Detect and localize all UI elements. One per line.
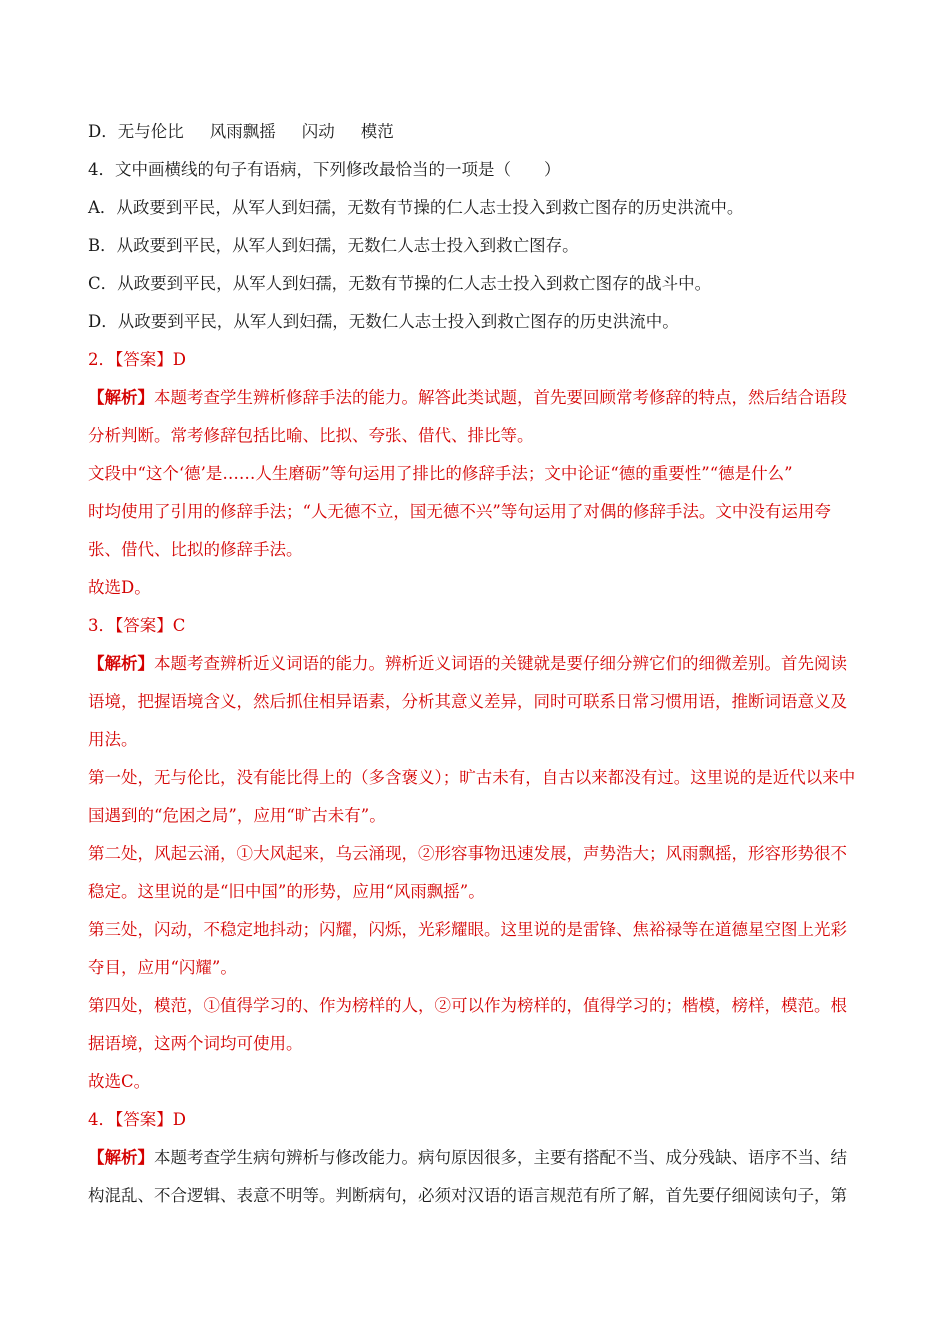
q3-option-d-word-4: 模范 [360,122,394,141]
answer-3-analysis-line-7: 稳定。这里说的是“旧中国”的形势，应用“风雨飘摇”。 [88,882,485,901]
answer-4-analysis-tag: 【解析】 [88,1148,154,1167]
answer-3-analysis-line-11: 据语境，这两个词均可使用。 [88,1034,303,1053]
answer-3-conclusion: 故选C。 [88,1072,151,1091]
answer-3-analysis-line-2: 语境，把握语境含义，然后抓住相异语素，分析其意义差异，同时可联系日常习惯用语，推断词语意义及 [88,692,847,711]
answer-2-label: 2．【答案】D [88,350,186,369]
answer-2-analysis-line-2: 分析判断。常考修辞包括比喻、比拟、夸张、借代、排比等。 [88,426,534,445]
answer-2-analysis-tag: 【解析】 [88,388,154,407]
answer-2-analysis-line-1 [88,387,880,409]
answer-3-analysis-line-10: 第四处，模范，①值得学习的、作为榜样的人，②可以作为榜样的，值得学习的；楷模，榜样，模范。根 [88,996,847,1015]
answer-3-analysis-line-8: 第三处，闪动，不稳定地抖动；闪耀，闪烁，光彩耀眼。这里说的是雷锋、焦裕禄等在道德星空图上光彩 [88,920,847,939]
answer-3-analysis-line-5: 国遇到的“危困之局”，应用“旷古未有”。 [88,806,386,825]
q4-option-d: D．从政要到平民，从军人到妇孺，无数仁人志士投入到救亡图存的历史洪流中。 [88,312,679,331]
answer-4-label: 4．【答案】D [88,1110,186,1129]
q3-option-d-prefix: D． [88,122,118,141]
q4-option-c: C．从政要到平民，从军人到妇孺，无数有节操的仁人志士投入到救亡图存的战斗中。 [88,274,712,293]
answer-3-analysis-text: 本题考查辨析近义词语的能力。辨析近义词语的关键就是要仔细分辨它们的细微差别。首先阅读 [154,654,847,673]
q4-stem: 4．文中画横线的句子有语病，下列修改最恰当的一项是（ ） [88,160,561,179]
answer-3-analysis-line-3: 用法。 [88,730,138,749]
q4-option-a: A．从政要到平民，从军人到妇孺，无数有节操的仁人志士投入到救亡图存的历史洪流中。 [88,198,744,217]
q3-option-d-word-2: 风雨飘摇 [209,122,276,141]
answer-2-conclusion: 故选D。 [88,578,151,597]
answer-2-analysis-line-4: 时均使用了引用的修辞手法；“人无德不立，国无德不兴”等句运用了对偶的修辞手法。文中没有运用夸 [88,502,831,521]
answer-3-analysis-line-4: 第一处，无与伦比，没有能比得上的（多含褒义）；旷古未有，自古以来都没有过。这里说的是近代以来中 [88,768,856,787]
answer-3-analysis-line-6: 第二处，风起云涌，①大风起来，乌云涌现，②形容事物迅速发展，声势浩大；风雨飘摇，形容形势很不 [88,844,847,863]
answer-3-analysis-line-1 [88,653,880,675]
answer-2-analysis-line-3: 文段中“这个‘德’是……人生磨砺”等句运用了排比的修辞手法；文中论证“德的重要性”“德是什么” [88,464,793,483]
answer-4-analysis-text: 本题考查学生病句辨析与修改能力。病句原因很多，主要有搭配不当、成分残缺、语序不当、结 [154,1148,847,1167]
answer-2-analysis-line-5: 张、借代、比拟的修辞手法。 [88,540,303,559]
answer-2-analysis-text: 本题考查学生辨析修辞手法的能力。解答此类试题，首先要回顾常考修辞的特点，然后结合语段 [154,388,847,407]
q3-option-d [88,121,880,143]
answer-3-analysis-tag: 【解析】 [88,654,154,673]
answer-4-analysis-line-2: 构混乱、不合逻辑、表意不明等。判断病句，必须对汉语的语言规范有所了解，首先要仔细阅读句子，第 [88,1186,847,1205]
answer-4-analysis-line-1 [88,1147,880,1169]
answer-3-label: 3．【答案】C [88,616,186,635]
answer-3-analysis-line-9: 夺目，应用“闪耀”。 [88,958,237,977]
q3-option-d-word-1: 无与伦比 [117,122,184,141]
q4-option-b: B．从政要到平民，从军人到妇孺，无数仁人志士投入到救亡图存。 [88,236,579,255]
q3-option-d-word-3: 闪动 [301,122,335,141]
